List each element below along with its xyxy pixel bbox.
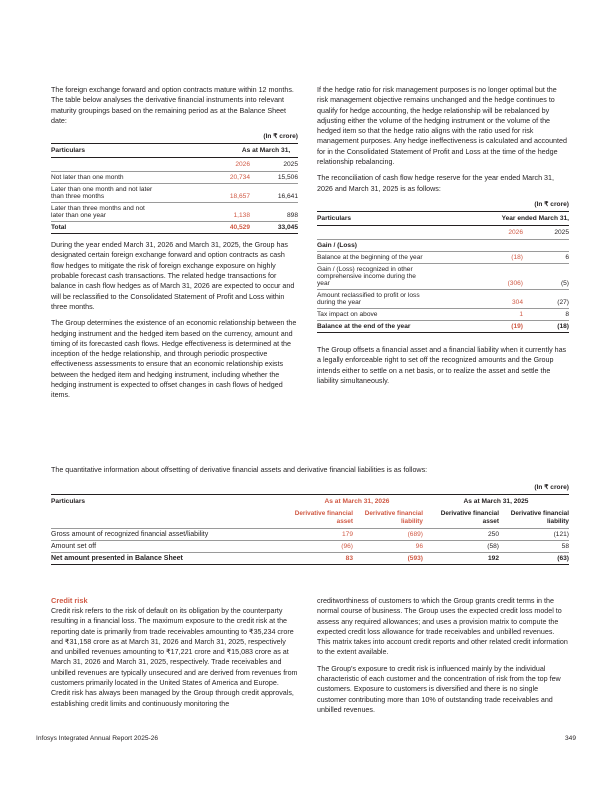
credit-risk-text: Credit risk refers to the risk of default on its obligation by the counterparty resulting in a financial loss. The maximum exposure to the credit risk at the reporting date is primarily from trade receivables amounting to ₹35,234 crore and ₹31,158 crore as at March 31, 2026 and March 31, 2025, respectively and unbilled revenues amounting to ₹17,221 crore and ₹15,083 crore as at March 31, 2026 and March 31, 2025, respectively. Trade receivables and unbilled revenues are typically unsecured and are derived from revenues from customers primarily located in the United States of America and Europe. Credit risk has always been managed by the Group through credit approvals, establishing credit limits and continuously monitoring the [51, 607, 298, 708]
group-2026: As at March 31, 2026 [291, 495, 423, 509]
year-2026: 2026 [473, 225, 523, 239]
offset-intro: The quantitative information about offsetting of derivative financial assets and derivative financial liabilities is as follows: [51, 466, 428, 474]
sub-liab-2026: Derivative financial liability [353, 508, 423, 529]
table-row: Tax impact on above 1 8 [317, 308, 569, 320]
sub-liab-2025: Derivative financial liability [499, 508, 569, 529]
col-particulars: Particulars [51, 495, 291, 509]
offset-table [51, 494, 569, 565]
table-row: Later than one month and not later than three months 18,657 16,641 [51, 184, 298, 203]
table-row: Amount set off (96) 96 (58) 58 [51, 541, 569, 553]
credit-risk-text-cont: creditworthiness of customers to which the Group grants credit terms in the normal course of business. The Group uses the expected credit loss model to assess any required allowances; and uses a provision matrix to compute the expected credit loss allowance for trade receivables and unbilled revenues. This matrix takes into account credit reports and other related credit information to the extent available. [317, 597, 568, 657]
maturity-table [51, 143, 298, 234]
table-row: Later than three months and not later than one year 1,138 898 [51, 203, 298, 222]
total-row: Net amount presented in Balance Sheet 83 (593) 192 (63) [51, 553, 569, 565]
maturity-intro: The foreign exchange forward and option contracts mature within 12 months. The table below analyses the derivative financial instruments into relevant maturity groupings based on the remaining period as at the Balance Sheet date: [51, 86, 294, 125]
hedge-paragraph: During the year ended March 31, 2026 and March 31, 2025, the Group has designated certain foreign exchange forward and option contracts as cash flow hedges to mitigate the risk of foreign exchange exposure on highly probable forecast cash transactions. The related hedge transactions for balance in cash flow hedges as of March 31, 2026 are expected to occur and will be reclassified to the Consolidated Statement of Profit and Loss within three months. [51, 241, 295, 311]
offset-paragraph: The Group offsets a financial asset and a financial liability when it currently has a legally enforceable right to set off the recognized amounts and the Group intends either to settle on a net basis, or to realize the asset and settle the liability simultaneously. [317, 345, 567, 385]
total-row: Total 40,529 33,045 [51, 222, 298, 234]
right-column [317, 85, 569, 392]
table-row: Not later than one month 20,734 15,506 [51, 172, 298, 184]
sub-asset-2026: Derivative financial asset [291, 508, 353, 529]
reconciliation-intro: The reconciliation of cash flow hedge reserve for the year ended March 31, 2026 and March 31, 2025 is as follows: [317, 174, 554, 193]
year-2025: 2025 [523, 225, 569, 239]
hedge-ratio-paragraph: If the hedge ratio for risk management purposes is no longer optimal but the risk management objective remains unchanged and the hedge continues to qualify for hedge accounting, the hedge relationship will be rebalanced by adjusting either the volume of the hedging instrument or the volume of the hedged item so that the hedge ratio aligns with the ratio used for risk management purposes. Any hedge ineffectiveness is calculated and accounted for in the Consolidated Statement of Profit and Loss at the time of the hedge relationship rebalancing. [317, 86, 567, 167]
col-particulars: Particulars [51, 144, 194, 158]
year-2026: 2026 [194, 158, 250, 172]
table-row: Balance at the beginning of the year (18) 6 [317, 251, 569, 263]
section-label: Gain / (Loss) [317, 239, 569, 251]
economic-relationship-paragraph: The Group determines the existence of an economic relationship between the hedging instrument and the hedged item based on the currency, amount and timing of its forecasted cash flows. Hedge effectiveness is determined at the inception of the hedge relationship, and through periodic prospective effectiveness assessments to ensure that an economic relationship exists between the hedged item and hedging instrument, including whether the hedging instrument is expected to offset changes in cash flows of hedged items. [51, 319, 297, 400]
unit-label: (In ₹ crore) [534, 484, 569, 492]
table-row: Gross amount of recognized financial asset/liability 179 (689) 250 (121) [51, 529, 569, 541]
offset-section [51, 465, 569, 565]
col-group: Year ended March 31, [473, 211, 569, 225]
credit-exposure-text: The Group's exposure to credit risk is influenced mainly by the individual characteristic of each customer and the concentration of risk from the top few customers. Exposure to customers is diversified and there is no single customer contributing more than 10% of outstanding trade receivables and unbilled revenues. [317, 664, 561, 714]
col-particulars: Particulars [317, 211, 473, 225]
table-row: Gain / (Loss) recognized in other comprehensive income during the year (306) (5) [317, 263, 569, 289]
left-column [51, 85, 298, 407]
unit-label: (In ₹ crore) [534, 200, 569, 208]
reconciliation-table [317, 211, 569, 333]
table-row: Amount reclassified to profit or loss during the year 304 (27) [317, 289, 569, 308]
sub-asset-2025: Derivative financial asset [423, 508, 499, 529]
footer-title: Infosys Integrated Annual Report 2025-26 [36, 735, 159, 742]
group-2025: As at March 31, 2025 [423, 495, 569, 509]
total-row: Balance at the end of the year (19) (18) [317, 320, 569, 332]
page-number: 349 [564, 735, 576, 742]
col-group: As at March 31, [194, 144, 298, 158]
year-2025: 2025 [250, 158, 298, 172]
credit-risk-title: Credit risk [51, 596, 88, 605]
unit-label: (In ₹ crore) [263, 133, 298, 141]
credit-risk-right [317, 596, 569, 721]
credit-risk-left [51, 596, 298, 715]
